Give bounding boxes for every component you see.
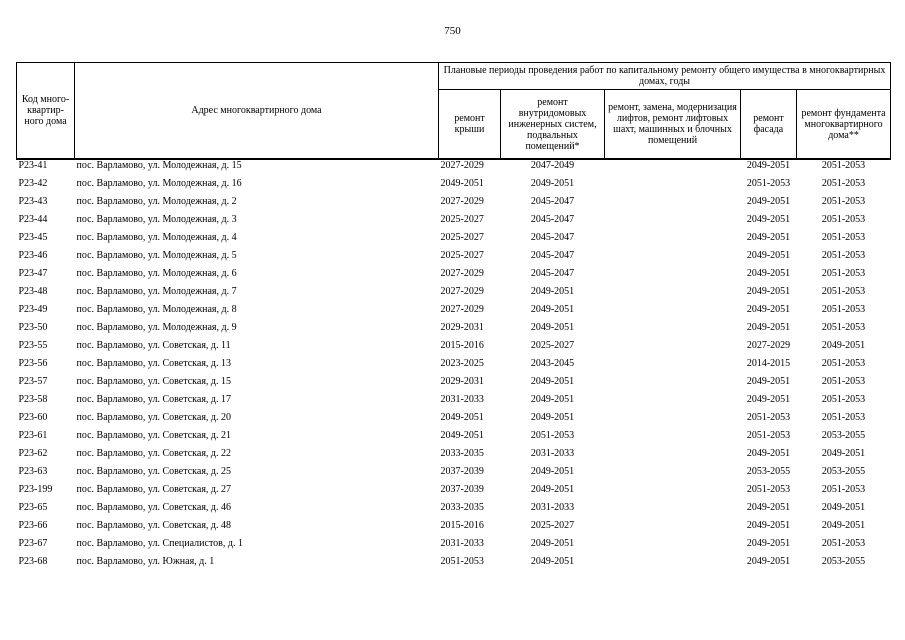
cell-roof: 2025-2027 [440,250,484,261]
cell-roof: 2015-2016 [440,340,484,351]
cell-code: Р23-44 [18,214,48,225]
cell-facade: 2027-2029 [746,340,791,351]
table-row [17,322,891,340]
cell-code: Р23-57 [18,376,48,387]
cell-facade: 2051-2053 [746,430,791,441]
header-foundation: ремонт фундамента многоквартирного дома** [797,90,891,160]
cell-roof: 2049-2051 [440,412,484,423]
header-address: Адрес многоквартирного дома [75,63,439,160]
cell-address: пос. Варламово, ул. Советская, д. 21 [76,430,232,441]
cell-foundation: 2051-2053 [821,304,866,315]
cell-roof: 2037-2039 [440,466,484,477]
cell-engineering: 2045-2047 [530,214,575,225]
cell-code: Р23-60 [18,412,48,423]
cell-facade: 2049-2051 [746,196,791,207]
table-row [17,178,891,196]
cell-address: пос. Варламово, ул. Южная, д. 1 [76,556,215,567]
cell-code: Р23-63 [18,466,48,477]
cell-elevators [605,286,741,304]
cell-foundation: 2051-2053 [821,286,866,297]
cell-engineering: 2031-2033 [530,502,575,513]
page-number: 750 [444,25,461,37]
cell-code: Р23-65 [18,502,48,513]
cell-roof: 2025-2027 [440,214,484,225]
cell-foundation: 2051-2053 [821,268,866,279]
cell-code: Р23-41 [18,160,48,171]
cell-code: Р23-45 [18,232,48,243]
cell-roof: 2027-2029 [440,268,484,279]
cell-code: Р23-55 [18,340,48,351]
table-row [17,538,891,556]
cell-foundation: 2051-2053 [821,196,866,207]
table-row [17,286,891,304]
cell-address: пос. Варламово, ул. Советская, д. 15 [76,376,232,387]
cell-facade: 2049-2051 [746,556,791,567]
cell-address: пос. Варламово, ул. Молодежная, д. 16 [76,178,242,189]
cell-address: пос. Варламово, ул. Молодежная, д. 6 [76,268,237,279]
table-row [17,394,891,412]
cell-address: пос. Варламово, ул. Молодежная, д. 9 [76,322,237,333]
cell-code: Р23-68 [18,556,48,567]
cell-code: Р23-42 [18,178,48,189]
cell-facade: 2053-2055 [746,466,791,477]
cell-facade: 2051-2053 [746,178,791,189]
cell-engineering: 2049-2051 [530,556,575,567]
cell-address: пос. Варламово, ул. Молодежная, д. 5 [76,250,237,261]
table-row [17,376,891,394]
cell-roof: 2031-2033 [440,394,484,405]
cell-address: пос. Варламово, ул. Советская, д. 48 [76,520,232,531]
cell-facade: 2014-2015 [746,358,791,369]
cell-engineering: 2049-2051 [530,466,575,477]
cell-engineering: 2049-2051 [530,412,575,423]
cell-address: пос. Варламово, ул. Советская, д. 17 [76,394,232,405]
cell-code: Р23-49 [18,304,48,315]
table-body [17,159,891,574]
cell-elevators [605,502,741,520]
cell-elevators [605,304,741,322]
cell-address: пос. Варламово, ул. Советская, д. 27 [76,484,232,495]
table-row [17,268,891,286]
cell-engineering: 2045-2047 [530,232,575,243]
cell-roof: 2029-2031 [440,322,484,333]
cell-roof: 2049-2051 [440,178,484,189]
cell-address: пос. Варламово, ул. Советская, д. 20 [76,412,232,423]
cell-elevators [605,268,741,286]
cell-code: Р23-43 [18,196,48,207]
table-row [17,159,891,178]
cell-roof: 2037-2039 [440,484,484,495]
cell-elevators [605,159,741,178]
header-elevators: ремонт, замена, модернизация лифтов, ремонт лифтовых шахт, машинных и блочных помещений [605,90,741,160]
cell-facade: 2049-2051 [746,322,791,333]
cell-foundation: 2051-2053 [821,376,866,387]
cell-roof: 2033-2035 [440,448,484,459]
cell-foundation: 2051-2053 [821,250,866,261]
cell-roof: 2027-2029 [440,304,484,315]
cell-facade: 2049-2051 [746,502,791,513]
cell-foundation: 2053-2055 [821,556,866,567]
cell-engineering: 2049-2051 [530,538,575,549]
cell-facade: 2049-2051 [746,394,791,405]
cell-address: пос. Варламово, ул. Советская, д. 11 [76,340,231,351]
cell-code: Р23-62 [18,448,48,459]
cell-engineering: 2031-2033 [530,448,575,459]
table-row [17,304,891,322]
cell-facade: 2049-2051 [746,214,791,225]
cell-elevators [605,232,741,250]
table-row [17,556,891,574]
cell-facade: 2049-2051 [746,304,791,315]
cell-engineering: 2051-2053 [530,430,575,441]
cell-code: Р23-50 [18,322,48,333]
cell-foundation: 2051-2053 [821,214,866,225]
cell-code: Р23-47 [18,268,48,279]
cell-code: Р23-58 [18,394,48,405]
cell-facade: 2049-2051 [746,232,791,243]
cell-foundation: 2051-2053 [821,358,866,369]
cell-elevators [605,412,741,430]
cell-foundation: 2051-2053 [821,538,866,549]
cell-foundation: 2051-2053 [821,160,866,171]
cell-elevators [605,484,741,502]
cell-foundation: 2051-2053 [821,178,866,189]
cell-foundation: 2049-2051 [821,520,866,531]
cell-foundation: 2053-2055 [821,466,866,477]
cell-facade: 2049-2051 [746,538,791,549]
cell-foundation: 2051-2053 [821,232,866,243]
cell-engineering: 2045-2047 [530,268,575,279]
table-row [17,412,891,430]
cell-foundation: 2051-2053 [821,484,866,495]
cell-foundation: 2053-2055 [821,430,866,441]
cell-facade: 2049-2051 [746,286,791,297]
cell-code: Р23-46 [18,250,48,261]
cell-foundation: 2051-2053 [821,394,866,405]
cell-roof: 2033-2035 [440,502,484,513]
cell-roof: 2027-2029 [440,160,484,171]
cell-engineering: 2045-2047 [530,250,575,261]
cell-address: пос. Варламово, ул. Советская, д. 22 [76,448,232,459]
cell-roof: 2027-2029 [440,196,484,207]
cell-code: Р23-56 [18,358,48,369]
cell-elevators [605,556,741,574]
header-roof: ремонт крыши [439,90,501,160]
table-row [17,430,891,448]
cell-engineering: 2047-2049 [530,160,575,171]
cell-foundation: 2049-2051 [821,340,866,351]
cell-facade: 2049-2051 [746,448,791,459]
cell-elevators [605,538,741,556]
cell-address: пос. Варламово, ул. Молодежная, д. 8 [76,304,237,315]
table-row [17,502,891,520]
cell-roof: 2023-2025 [440,358,484,369]
cell-address: пос. Варламово, ул. Молодежная, д. 15 [76,160,242,171]
cell-foundation: 2051-2053 [821,322,866,333]
header-facade: ремонт фасада [741,90,797,160]
cell-address: пос. Варламово, ул. Молодежная, д. 4 [76,232,237,243]
cell-roof: 2051-2053 [440,556,484,567]
cell-foundation: 2049-2051 [821,502,866,513]
cell-engineering: 2049-2051 [530,286,575,297]
cell-facade: 2049-2051 [746,376,791,387]
cell-code: Р23-61 [18,430,48,441]
cell-address: пос. Варламово, ул. Специалистов, д. 1 [76,538,243,549]
capital-repair-schedule-table [16,62,891,574]
cell-address: пос. Варламово, ул. Советская, д. 25 [76,466,232,477]
cell-address: пос. Варламово, ул. Молодежная, д. 3 [76,214,237,225]
table-row [17,466,891,484]
cell-elevators [605,448,741,466]
table-row [17,250,891,268]
cell-foundation: 2049-2051 [821,448,866,459]
cell-engineering: 2025-2027 [530,520,575,531]
cell-facade: 2049-2051 [746,160,791,171]
table-row [17,520,891,538]
cell-foundation: 2051-2053 [821,412,866,423]
cell-engineering: 2049-2051 [530,376,575,387]
cell-facade: 2049-2051 [746,520,791,531]
cell-engineering: 2049-2051 [530,484,575,495]
cell-engineering: 2049-2051 [530,304,575,315]
cell-address: пос. Варламово, ул. Советская, д. 46 [76,502,232,513]
table-row [17,214,891,232]
table-row [17,340,891,358]
table-row [17,358,891,376]
cell-elevators [605,214,741,232]
cell-roof: 2031-2033 [440,538,484,549]
cell-code: Р23-48 [18,286,48,297]
cell-address: пос. Варламово, ул. Советская, д. 13 [76,358,232,369]
cell-facade: 2049-2051 [746,268,791,279]
cell-code: Р23-67 [18,538,48,549]
cell-elevators [605,520,741,538]
table-row [17,448,891,466]
table-row [17,484,891,502]
cell-elevators [605,178,741,196]
cell-code: Р23-199 [18,484,53,495]
cell-roof: 2029-2031 [440,376,484,387]
cell-facade: 2051-2053 [746,484,791,495]
table-row [17,232,891,250]
cell-elevators [605,376,741,394]
cell-roof: 2027-2029 [440,286,484,297]
cell-elevators [605,196,741,214]
cell-facade: 2051-2053 [746,412,791,423]
table-row [17,196,891,214]
cell-roof: 2049-2051 [440,430,484,441]
cell-elevators [605,358,741,376]
cell-engineering: 2049-2051 [530,178,575,189]
cell-engineering: 2045-2047 [530,196,575,207]
cell-roof: 2015-2016 [440,520,484,531]
cell-roof: 2025-2027 [440,232,484,243]
header-engineering: ремонт внутридомовых инженерных систем, подвальных помещений* [501,90,605,160]
cell-address: пос. Варламово, ул. Молодежная, д. 2 [76,196,237,207]
cell-elevators [605,340,741,358]
cell-engineering: 2043-2045 [530,358,575,369]
cell-address: пос. Варламово, ул. Молодежная, д. 7 [76,286,237,297]
cell-engineering: 2049-2051 [530,394,575,405]
header-code: Код много-квартир-ного дома [17,63,75,160]
cell-elevators [605,466,741,484]
cell-facade: 2049-2051 [746,250,791,261]
table-header [17,63,891,160]
cell-elevators [605,430,741,448]
cell-elevators [605,394,741,412]
cell-engineering: 2025-2027 [530,340,575,351]
cell-code: Р23-66 [18,520,48,531]
cell-elevators [605,250,741,268]
cell-engineering: 2049-2051 [530,322,575,333]
cell-elevators [605,322,741,340]
header-periods-group: Плановые периоды проведения работ по капитальному ремонту общего имущества в многоквартирных домах, годы [439,63,891,90]
